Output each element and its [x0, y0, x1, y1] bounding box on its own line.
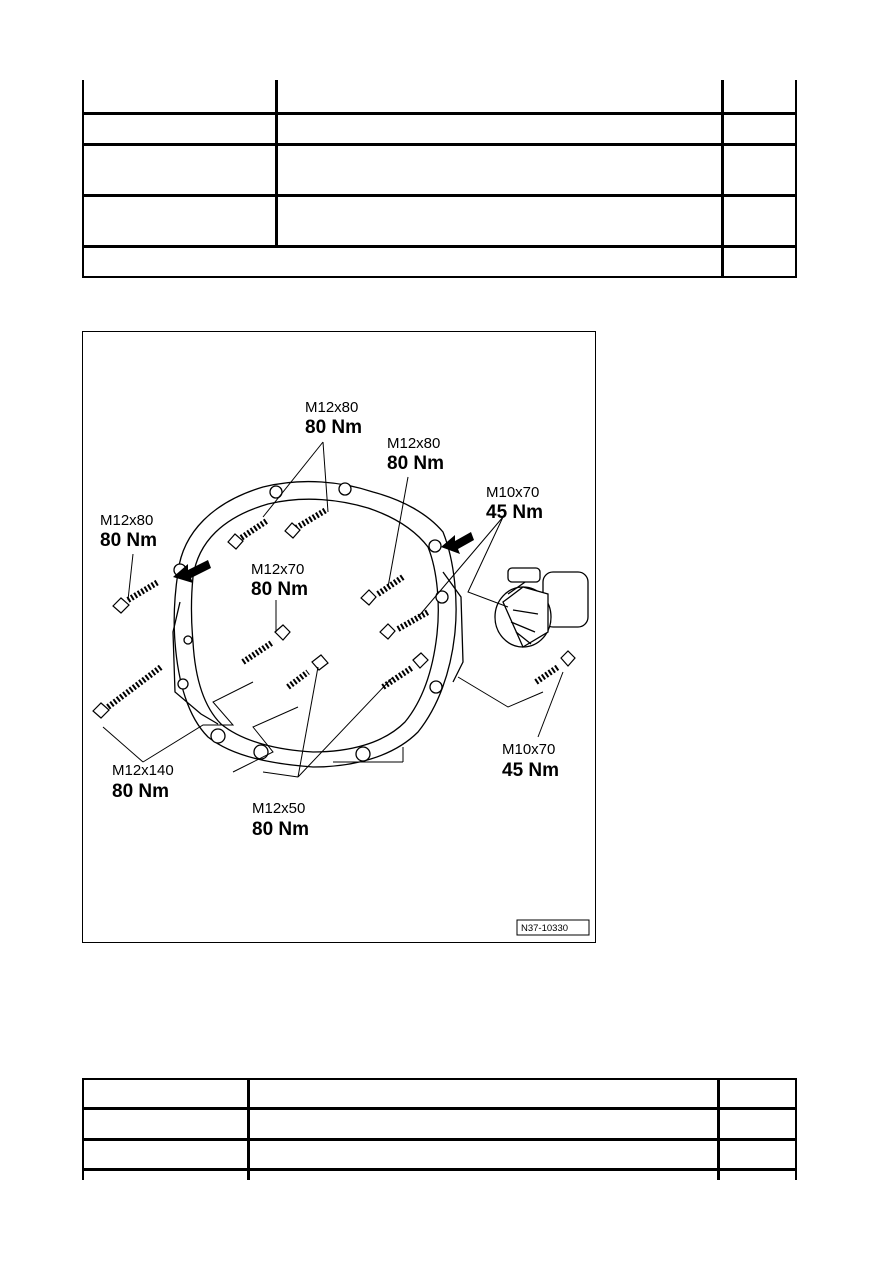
- bolt-long-left: [93, 667, 161, 718]
- callout-3-torque: 80 Nm: [100, 530, 158, 551]
- starter-motor: [495, 568, 588, 647]
- callout-4-torque: 45 Nm: [486, 502, 544, 523]
- callouts: [100, 399, 559, 840]
- callout-6-spec: M12x140: [112, 762, 174, 779]
- callout-2-spec: M12x80: [387, 435, 441, 452]
- bellhousing-outline: [174, 482, 456, 767]
- bolt-upper-2: [285, 510, 326, 538]
- bolt-mid-right: [380, 612, 428, 639]
- bellhousing-torque-diagram: [82, 331, 596, 943]
- bolt-starter-lower: [536, 651, 575, 682]
- callout-1-torque: 80 Nm: [305, 417, 363, 438]
- callout-4-spec: M10x70: [486, 484, 540, 501]
- bolt-left-top: [113, 582, 158, 613]
- bolt-center: [243, 625, 290, 662]
- bolt-upper-right: [361, 577, 403, 605]
- callout-7-torque: 80 Nm: [252, 819, 310, 840]
- top-table: [82, 80, 797, 278]
- diagram-drawing: [83, 332, 597, 944]
- arrow-right: [441, 532, 474, 554]
- callout-3-spec: M12x80: [100, 512, 154, 529]
- callout-8-torque: 45 Nm: [502, 760, 560, 781]
- callout-5-spec: M12x70: [251, 561, 305, 578]
- bolt-lower-right: [383, 653, 428, 687]
- bolt-lower-center: [288, 655, 328, 687]
- callout-8-spec: M10x70: [502, 741, 556, 758]
- callout-2-torque: 80 Nm: [387, 453, 445, 474]
- bolt-upper-1: [228, 520, 268, 549]
- callout-7-spec: M12x50: [252, 800, 306, 817]
- callout-6-torque: 80 Nm: [112, 781, 170, 802]
- figure-id: N37-10330: [521, 923, 569, 934]
- callout-1-spec: M12x80: [305, 399, 359, 416]
- figure-id-box: [517, 920, 589, 935]
- callout-5-torque: 80 Nm: [251, 579, 309, 600]
- bottom-table: [82, 1078, 797, 1180]
